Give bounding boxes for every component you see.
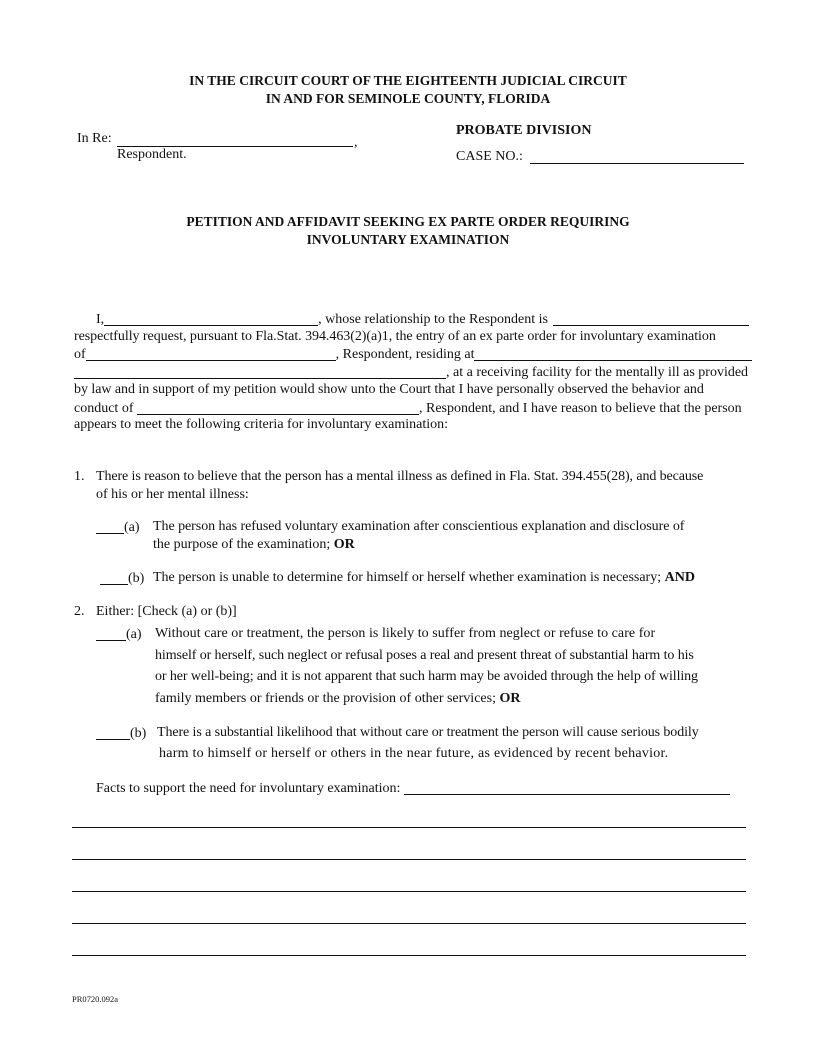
item-2a-label: (a)	[126, 627, 142, 642]
intro-line-3	[74, 346, 762, 363]
facts-line-1[interactable]	[72, 827, 746, 828]
item-1a-line2	[153, 537, 355, 553]
item-1b	[100, 570, 144, 587]
facts-blank-inline[interactable]	[404, 780, 730, 795]
intro-relationship-text: , whose relationship to the Respondent is	[318, 312, 548, 327]
intro-of: of	[74, 347, 86, 362]
caption-comma: ,	[354, 135, 358, 150]
in-re-label: In Re:	[77, 131, 112, 146]
item-2b-checkbox-blank[interactable]	[96, 725, 130, 740]
court-name-line2: IN AND FOR SEMINOLE COUNTY, FLORIDA	[265, 91, 551, 106]
item-1b-checkbox-blank[interactable]	[100, 570, 128, 585]
item-2b-label: (b)	[130, 726, 147, 741]
item-1a-checkbox-blank[interactable]	[96, 519, 124, 534]
intro-residing-text: , Respondent, residing at	[335, 347, 475, 362]
item-2a-or: OR	[499, 691, 521, 706]
item-1b-and: AND	[664, 570, 695, 585]
intro-line-1	[96, 311, 762, 328]
intro-line-7: appears to meet the following criteria for involuntary examination:	[74, 417, 448, 432]
relationship-blank[interactable]	[553, 311, 749, 326]
item-1a	[96, 519, 140, 536]
petition-title-line1: PETITION AND AFFIDAVIT SEEKING EX PARTE ORDER REQUIRING	[186, 214, 630, 229]
case-no-label: CASE NO.:	[456, 149, 523, 164]
court-name-line1: IN THE CIRCUIT COURT OF THE EIGHTEENTH JUDICIAL CIRCUIT	[189, 73, 627, 88]
item-2b-line1: There is a substantial likelihood that without care or treatment the person will cause serious bodily	[157, 725, 699, 740]
form-code: PR0720.092a	[72, 994, 119, 1004]
observed-respondent-blank[interactable]	[137, 400, 419, 415]
item-2b	[96, 725, 146, 742]
item-2b-line2: harm to himself or herself or others in the near future, as evidenced by recent behavior.	[159, 746, 669, 761]
intro-i: I,	[96, 312, 105, 327]
facts-line-4[interactable]	[72, 923, 746, 924]
facts-line-3[interactable]	[72, 891, 746, 892]
item-2a-line1: Without care or treatment, the person is likely to suffer from neglect or refuse to care for	[155, 626, 656, 641]
item-2-text: Either: [Check (a) or (b)]	[96, 604, 237, 619]
item-2a	[96, 626, 142, 643]
respondent-of-blank[interactable]	[86, 346, 336, 361]
item-2a-line4	[155, 691, 520, 707]
case-no-blank[interactable]	[530, 163, 744, 164]
item-1-text-line1: There is reason to believe that the person has a mental illness as defined in Fla. Stat. 394.455(28), and because	[96, 469, 704, 484]
intro-belief-text: , Respondent, and I have reason to believe that the person	[418, 401, 742, 416]
item-2a-line2: himself or herself, such neglect or refusal poses a real and present threat of substantial harm to his	[155, 648, 694, 663]
item-1b-line1	[153, 570, 695, 586]
item-1-number: 1.	[74, 469, 85, 484]
item-2a-checkbox-blank[interactable]	[96, 626, 126, 641]
item-1b-label: (b)	[128, 571, 145, 586]
residence-blank[interactable]	[474, 346, 752, 361]
facts-line-5[interactable]	[72, 955, 746, 956]
intro-line-2: respectfully request, pursuant to Fla.Stat. 394.463(2)(a)1, the entry of an ex parte order for involuntary examination	[74, 329, 716, 344]
intro-line-6	[74, 400, 762, 417]
item-1a-line1: The person has refused voluntary examination after conscientious explanation and disclosure of	[153, 519, 685, 534]
item-2a-line3: or her well-being; and it is not apparent that such harm may be avoided through the help of willing	[155, 669, 698, 684]
item-1a-or: OR	[333, 537, 355, 552]
item-1a-line2-text: the purpose of the examination;	[153, 537, 331, 552]
intro-facility-text: , at a receiving facility for the mentally ill as provided	[446, 365, 749, 380]
item-1a-label: (a)	[124, 520, 140, 535]
petition-title-line2: INVOLUNTARY EXAMINATION	[306, 232, 510, 247]
residence-continued-blank[interactable]	[74, 364, 446, 379]
facts-row	[96, 780, 730, 797]
facts-label: Facts to support the need for involuntary examination:	[96, 781, 401, 796]
probate-division: PROBATE DIVISION	[456, 123, 592, 138]
item-1-text-line2: of his or her mental illness:	[96, 487, 249, 502]
intro-conduct-of: conduct of	[74, 401, 134, 416]
intro-line-4	[74, 364, 762, 381]
intro-line-5: by law and in support of my petition would show unto the Court that I have personally observed the behavior and	[74, 382, 704, 397]
item-2a-line4-text: family members or friends or the provision of other services;	[155, 691, 496, 706]
facts-line-2[interactable]	[72, 859, 746, 860]
item-2-number: 2.	[74, 604, 85, 619]
respondent-label: Respondent.	[117, 147, 187, 162]
item-1b-text: The person is unable to determine for himself or herself whether examination is necessary;	[153, 570, 662, 585]
petitioner-name-blank[interactable]	[104, 311, 318, 326]
